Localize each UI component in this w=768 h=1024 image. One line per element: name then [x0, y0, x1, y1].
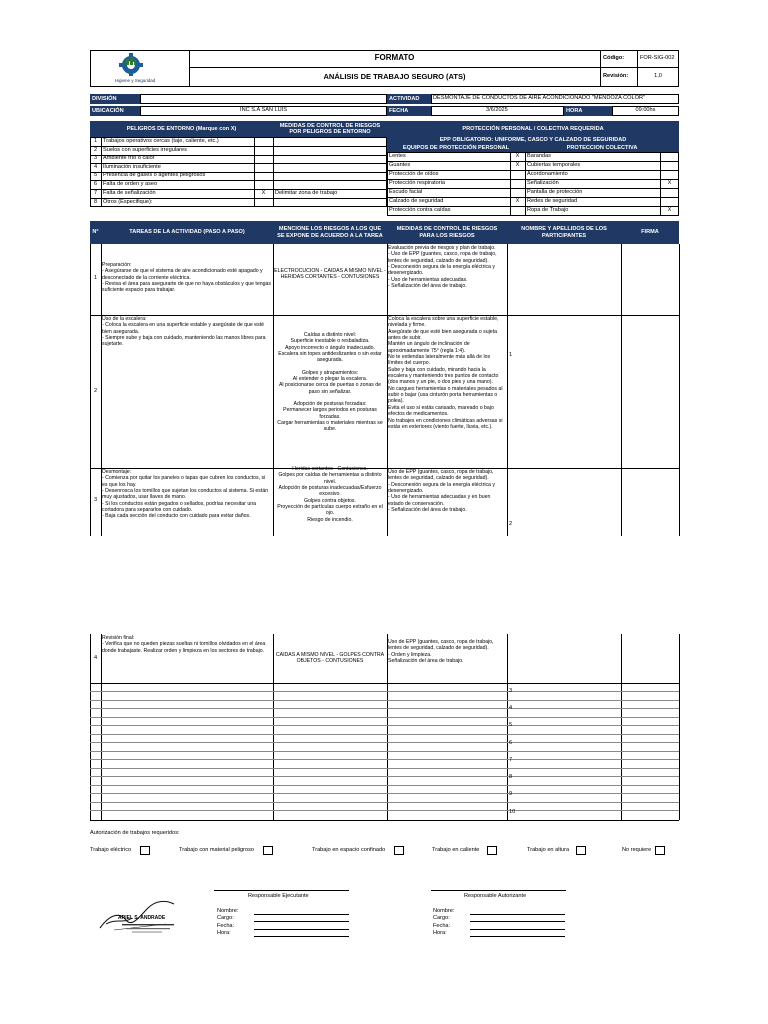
logo-caption: Higiene y Seguridad: [114, 78, 156, 83]
form-subtitle: ANÁLISIS DE TRABAJO SEGURO (ATS): [323, 72, 466, 81]
ejecutante-nombre-label: Nombre:: [217, 908, 239, 914]
participant-number: 6: [509, 740, 513, 746]
autorizante-fecha-line[interactable]: [470, 929, 565, 930]
task-risks: Caídas a distinto nivel: Superficie inestable o resbaladiza. Apoyo incorrecto o ángulo inadecuado. Escalera sin topes antideslizantes o sin estar asegurada. Golpes y atrapamientos: Al extender o plegar la escalera. Al posicionarse cerca de puertas o zonas de paso sin señalizar. Adopción de posturas forzadas: Permanecer largos periodos en posturas forzadas. Cargar herramientas o materiales mientras se sube.: [277, 332, 383, 433]
ejecutante-title: Responsable Ejecutante: [248, 893, 309, 899]
participant-number: 2: [509, 521, 513, 527]
participant-number: 5: [509, 722, 513, 728]
autorizante-fecha-label: Fecha:: [433, 923, 451, 929]
auth-no-requiere-label: No requiere: [622, 847, 652, 853]
auth-electrico-checkbox[interactable]: [140, 846, 150, 855]
entorno-header: PELIGROS DE ENTORNO (Marque con X): [90, 121, 273, 137]
ejecutante-nombre-line[interactable]: [254, 914, 349, 915]
task-description: Revisión final: - Verifica que no queden piezas sueltas ni tornillos olvidados en el área donde trabajaste. Realizar orden y limpieza en los sectores de trabajo.: [102, 635, 266, 654]
col-medidas-header: MEDIDAS DE CONTROL DE RIESGOS PARA LOS RIESGOS: [387, 221, 507, 244]
participant-number: 10: [509, 809, 516, 815]
epp-header: EPP OBLIGATORIO: UNIFORME, CASCO Y CALZADO DE SEGURIDAD: [387, 137, 679, 144]
auth-material-label: Trabajo con material peligroso: [179, 847, 255, 853]
fecha-label: FECHA: [387, 106, 431, 116]
division-field[interactable]: [140, 94, 387, 104]
col-tareas-header: TAREAS DE LA ACTIVIDAD (PASO A PASO): [101, 221, 273, 244]
task-description: Desmontaje: - Comienza por quitar los paneles o tapas que cubren los conductos, si es que los hay. - Desenrosca los tornillos que sujetan los conductos al sistema. Si están muy ajustados, usar llaves de mano. - Si los conductos están pegados o sellados, podrías necesitar una cortadora para separarlos con cuidado. - Baja cada sección del conducto con cuidado para evitar daños.: [102, 469, 269, 520]
participant-number: 4: [509, 705, 513, 711]
auth-electrico-label: Trabajo eléctrico: [90, 847, 132, 853]
auth-confinado-checkbox[interactable]: [394, 846, 404, 855]
col-riesgos-header: MENCIONE LOS RIESGOS A LOS QUE SE EXPONE DE ACUERDO A LA TAREA: [273, 221, 387, 244]
task-controls: Coloca la escalera sobre una superficie estable, nivelada y firme. Asegúrate de que esté bien asegurada o sujeta antes de subir. Mantén un ángulo de inclinación de aproximadamente 75° (regla 1:4). No te extiendas lateralmente más allá de los límites del cuerpo. Sube y baja con cuidado, mirando hacia la escalera y manteniendo tres puntos de contacto (dos manos y un pie, o dos pies y una mano). No cargues herramientas o materiales pesados al subir o bajar (usa cinturón porta herramientas o polea). Evita el uso si estás cansado, mareado o bajo efectos de medicamentos. No trabajes en condiciones climáticas adversas si estás en exteriores (viento fuerte, lluvia, etc.).: [388, 316, 503, 430]
code-label: Código:: [603, 55, 625, 61]
autorizante-hora-label: Hora:: [433, 930, 447, 936]
revision-value: 1,0: [654, 73, 662, 79]
ubicacion-label: UBICACIÓN: [90, 106, 140, 116]
autorizante-cargo-line[interactable]: [470, 921, 565, 922]
auth-caliente-label: Trabajo en caliente: [432, 847, 480, 853]
personal-header: EQUIPOS DE PROTECCIÓN PERSONAL: [387, 144, 525, 152]
ejecutante-fecha-line[interactable]: [254, 929, 349, 930]
task-risks: Heridas cortantes - Contusiones. Golpes por caídas de herramientas a distinto nivel. Adopción de posturas inadecuadas/Esfuerzo excesivo. Golpes contra objetos. Proyección de partículas cuerpo extraño en el ojo. Riesgo de incendio.: [277, 466, 383, 523]
task-description: Uso de la escalera: - Coloca la escalera en una superficie estable y asegúrate de que esté bien asegurada. - Siempre sube y baja con cuidado, manteniendo las manos libres para sujetarte.: [102, 316, 266, 348]
task-controls: Evaluación previa de riesgos y plan de trabajo. - Uso de EPP (guantes, casco, ropa de trabajo, lentes de seguridad, calzado de seguridad). - Desconexión segura de la energía eléctrica y desenergizado. - Uso de herramientas adecuadas. - Señalización del área de trabajo.: [388, 245, 497, 290]
hora-value: 09:00hs: [635, 107, 656, 113]
form-title: FORMATO: [374, 53, 415, 62]
colectiva-header: PROTECCION COLECTIVA: [525, 144, 679, 152]
hora-label: HORA: [564, 106, 612, 116]
auth-altura-checkbox[interactable]: [576, 846, 586, 855]
gear-city-logo-icon: [118, 52, 144, 76]
signature-name: ARIEL S. ANDRADE: [118, 915, 166, 921]
revision-label: Revisión:: [603, 73, 629, 79]
participant-number: 3: [509, 688, 513, 694]
auth-altura-label: Trabajo en altura: [527, 847, 570, 853]
task-risks: CAIDAS A MISMO NIVEL - GOLPES CONTRA OBJETOS - CONTUSIONES: [275, 652, 385, 665]
auth-confinado-label: Trabajo en espacio confinado: [312, 847, 386, 853]
task-risks: ELECTROCUCION - CAIDAS A MISMO NIVEL - HERIDAS CORTANTES - CONTUSIONES: [274, 268, 386, 281]
division-label: DIVISIÓN: [90, 94, 140, 104]
ejecutante-cargo-label: Cargo:: [217, 915, 234, 921]
autorizante-title: Responsable Autorizante: [464, 893, 527, 899]
task-controls: Uso de EPP (guantes, casco, ropa de trabajo, lentes de seguridad, calzado de seguridad). - Orden y limpieza. Señalización del área de trabajo.: [388, 639, 494, 665]
actividad-value: DESMONTAJE DE CONDUCTOS DE AIRE ACONDICIONADO "MENDOZA COLOR": [433, 95, 646, 101]
task-description: Preparación: - Asegúrarse de que el sistema de aire acondicionado esté apagado y desconectado de la corriente eléctrica. - Revisa el área para asegurarte de que no haya obstáculos y que tengas suficiente espacio para trabajar.: [102, 262, 271, 294]
ejecutante-hora-label: Hora:: [217, 930, 231, 936]
ejecutante-fecha-label: Fecha:: [217, 923, 235, 929]
ubicacion-value: INC S.A SAN LUIS: [240, 107, 287, 113]
company-logo: [118, 52, 144, 76]
fecha-value: 3/6/2025: [486, 107, 508, 113]
col-nombre-header: NOMBRE Y APELLIDOS DE LOS PARTICIPANTES: [507, 221, 621, 244]
proteccion-header: PROTECCIÓN PERSONAL / COLECTIVA REQUERIDA: [387, 121, 679, 137]
entorno-control-header: MEDIDAS DE CONTROL DE RIESGOS POR PELIGROS DE ENTORNO: [273, 121, 387, 137]
ejecutante-cargo-line[interactable]: [254, 921, 349, 922]
autorizante-nombre-label: Nombre:: [433, 908, 455, 914]
autorizante-cargo-label: Cargo:: [433, 915, 450, 921]
participant-number: 9: [509, 791, 513, 797]
participant-number: 7: [509, 757, 513, 763]
ejecutante-hora-line[interactable]: [254, 936, 349, 937]
autorizacion-title: Autorización de trabajos requeridos:: [90, 830, 180, 836]
auth-material-checkbox[interactable]: [263, 846, 273, 855]
actividad-label: ACTIVIDAD: [387, 94, 431, 104]
autorizante-nombre-line[interactable]: [470, 914, 565, 915]
code-value: FOR-SIG-002: [640, 55, 675, 61]
task-controls: Uso de EPP (guantes, casco, ropa de trabajo, lentes de seguridad, calzado de seguridad). - Desconexión segura de la energía eléctrica y desenergizado. - Uso de herramientas adecuadas y en buen estado de conservación. - Señalización del área de trabajo.: [388, 469, 495, 514]
col-n-header: N°: [90, 221, 101, 244]
auth-caliente-checkbox[interactable]: [487, 846, 497, 855]
auth-no-requiere-checkbox[interactable]: [655, 846, 665, 855]
participant-number: 1: [509, 352, 513, 358]
participant-number: 8: [509, 774, 513, 780]
col-firma-header: FIRMA: [621, 221, 679, 244]
signature-stamp: [96, 894, 200, 936]
autorizante-hora-line[interactable]: [470, 936, 565, 937]
